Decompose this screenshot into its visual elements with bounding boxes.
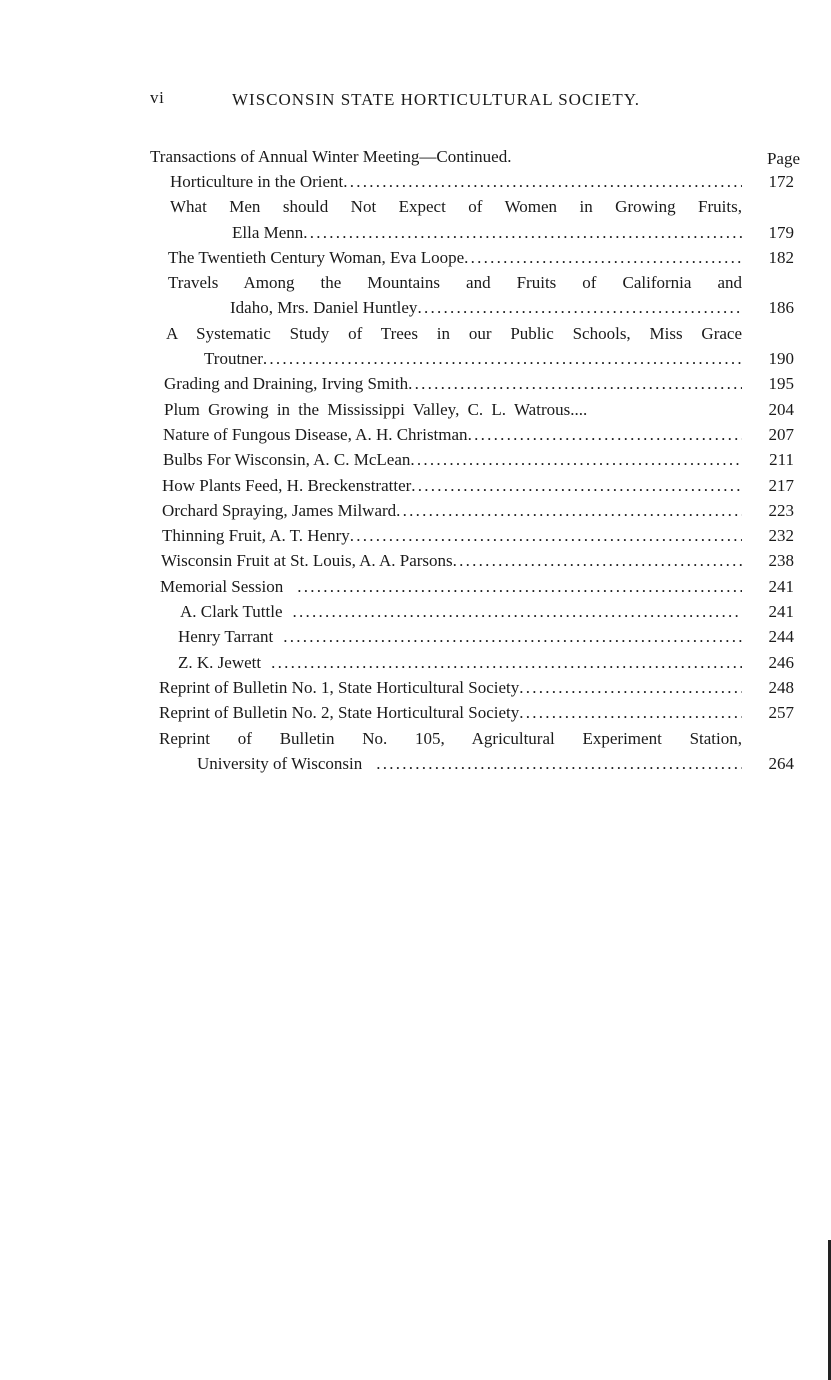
toc-entry[interactable] — [178, 624, 800, 649]
toc-entry[interactable] — [159, 726, 800, 777]
toc-entry-title: Reprint of Bulletin No. 2, State Horticultural Society — [159, 703, 520, 723]
toc-entry[interactable] — [168, 245, 800, 270]
page-column-label: Page — [766, 149, 800, 168]
toc-entry[interactable] — [164, 397, 800, 422]
toc-entry[interactable] — [162, 498, 800, 523]
toc-entry[interactable] — [159, 700, 800, 725]
toc-entry-page: 172 — [768, 172, 794, 191]
toc-entry[interactable] — [163, 447, 800, 472]
running-header — [150, 88, 720, 118]
toc-entry[interactable] — [162, 523, 800, 548]
toc-entry-page: 211 — [769, 450, 794, 470]
toc-entry-title: Horticulture in the Orient — [170, 172, 344, 191]
toc-entry-title: Bulbs For Wisconsin, A. C. McLean — [163, 450, 411, 470]
toc-entry-page: 207 — [768, 424, 794, 444]
leader-dots — [303, 220, 742, 245]
leader-dots — [453, 548, 742, 573]
toc-entry-title: Orchard Spraying, James Milward — [162, 500, 397, 520]
toc-entry-title: Thinning Fruit, A. T. Henry — [162, 526, 350, 546]
toc-entry-title: Plum Growing in the Mississippi Valley, C. L. Watrous.... — [164, 399, 588, 419]
leader-dots — [417, 295, 742, 320]
toc-entry-page: 244 — [768, 627, 794, 647]
toc-entry[interactable] — [170, 169, 800, 194]
toc-entry[interactable] — [170, 194, 800, 245]
page-folio: vi — [150, 88, 165, 107]
toc-entry[interactable] — [159, 675, 800, 700]
toc-entry[interactable] — [180, 599, 800, 624]
toc-entry-title: Memorial Session — [160, 576, 284, 596]
toc-entry-title: Z. K. Jewett — [178, 652, 262, 672]
toc-entry-title: Grading and Draining, Irving Smith — [164, 374, 409, 394]
toc-entry-title: Henry Tarrant — [178, 627, 274, 647]
toc-entry-page: 246 — [768, 652, 794, 672]
leader-dots — [464, 245, 742, 270]
toc-entry-page: 179 — [768, 222, 794, 242]
toc-entry-page: 241 — [768, 602, 794, 622]
toc-entry[interactable] — [166, 321, 800, 372]
section-title: Transactions of Annual Winter Meeting—Continued. — [150, 147, 512, 166]
toc-entry-title: What Men should Not Expect of Women in Growing Fruits, — [170, 197, 742, 217]
toc-entry-title: Wisconsin Fruit at St. Louis, A. A. Parsons — [161, 551, 453, 571]
toc-entry-page: 264 — [768, 753, 794, 773]
toc-entry-title: Nature of Fungous Disease, A. H. Christman — [163, 424, 468, 444]
toc-entry-page: 195 — [768, 374, 794, 394]
toc-entry[interactable] — [160, 574, 800, 599]
running-title: WISCONSIN STATE HORTICULTURAL SOCIETY. — [232, 90, 641, 109]
toc-entry[interactable] — [161, 548, 800, 573]
table-of-contents — [150, 144, 800, 776]
leader-dots — [283, 599, 743, 624]
leader-dots — [408, 371, 742, 396]
leader-dots — [350, 523, 742, 548]
toc-entry-title: How Plants Feed, H. Breckenstratter — [162, 475, 412, 495]
toc-entry-page: 257 — [768, 703, 794, 723]
toc-entry-title: A Systematic Study of Trees in our Public Schools, Miss Grace — [166, 323, 742, 343]
toc-heading-row — [150, 144, 800, 169]
toc-entry-page: 241 — [768, 576, 794, 596]
toc-entry-page: 186 — [768, 298, 794, 318]
toc-entry-page: 182 — [768, 247, 794, 267]
toc-entry-page: 217 — [768, 475, 794, 495]
leader-dots — [468, 422, 742, 447]
toc-entry[interactable] — [162, 473, 800, 498]
toc-entry-page: 190 — [768, 349, 794, 369]
toc-entry-title: The Twentieth Century Woman, Eva Loope — [168, 247, 465, 267]
leader-dots — [396, 498, 742, 523]
leader-dots — [411, 473, 742, 498]
leader-dots — [263, 346, 742, 371]
toc-entry-title-continued: Ella Menn — [232, 222, 304, 242]
toc-entry-title-continued: Idaho, Mrs. Daniel Huntley — [230, 298, 418, 318]
leader-dots — [343, 169, 742, 194]
toc-entry-title: Reprint of Bulletin No. 105, Agricultural Experiment Station, — [159, 728, 742, 748]
toc-entry-title: A. Clark Tuttle — [180, 602, 283, 622]
toc-entry-title: Travels Among the Mountains and Fruits of California and — [168, 273, 742, 293]
toc-entry[interactable] — [168, 270, 800, 321]
toc-entry-page: 232 — [768, 526, 794, 546]
leader-dots — [519, 675, 742, 700]
toc-entry[interactable] — [164, 371, 800, 396]
toc-entry-page: 238 — [768, 551, 794, 571]
leader-dots — [261, 650, 742, 675]
toc-entry-title-continued: Troutner — [204, 349, 263, 369]
toc-entry-title: Reprint of Bulletin No. 1, State Horticultural Society — [159, 677, 520, 697]
toc-entry[interactable] — [163, 422, 800, 447]
toc-entry-page: 204 — [768, 399, 794, 419]
toc-entry-page: 248 — [768, 677, 794, 697]
toc-entry[interactable] — [178, 650, 800, 675]
toc-entry-title-continued: University of Wisconsin — [197, 753, 363, 773]
leader-dots — [519, 700, 742, 725]
leader-dots — [410, 447, 742, 472]
toc-entry-page: 223 — [768, 500, 794, 520]
leader-dots — [362, 751, 742, 776]
leader-dots — [273, 624, 742, 649]
leader-dots — [283, 574, 742, 599]
